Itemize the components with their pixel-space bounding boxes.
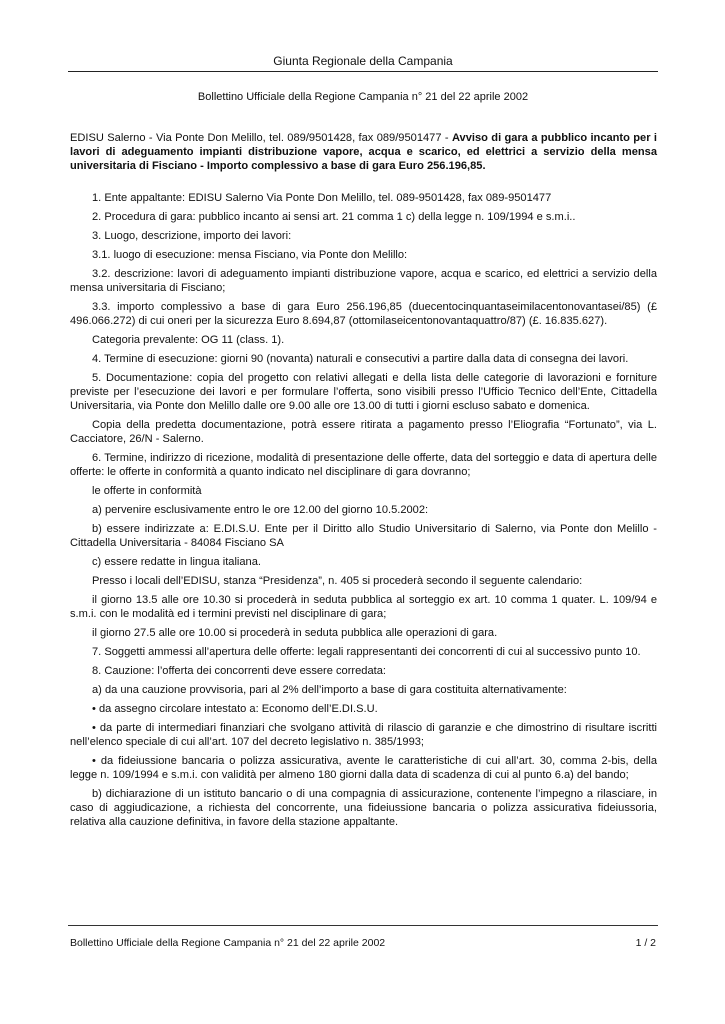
- footer-divider: [68, 925, 658, 926]
- bullet-fideiussione: • da fideiussione bancaria o polizza assicurativa, avente le caratteristiche di cui all’art. 30, comma 2-bis, della legge n. 109/1994 e s.m.i. con validità per almeno 180 giorni dalla data di scadenza di cui al punto 6.a) del bando;: [70, 755, 661, 781]
- page-number: 1 / 2: [635, 937, 656, 949]
- paragraph-giorno-27: il giorno 27.5 alle ore 10.00 si procederà in seduta pubblica alle operazioni di gara.: [92, 627, 498, 639]
- paragraph-5: 5. Documentazione: copia del progetto con relativi allegati e della lista delle categorie di lavorazioni e forniture previste per l’esecuzione dei lavori e per formulare l’offerta, sono visibili presso l’Ufficio Tecnico dell’Ente, Cittadella Universitaria, via Ponte don Melillo dalle ore 9.00 alle ore 13.00 di tutti i giorni escluso sabato e domenica.: [70, 372, 661, 412]
- paragraph-offerte: le offerte in conformità: [92, 485, 202, 497]
- bulletin-subtitle: Bollettino Ufficiale della Regione Campania n° 21 del 22 aprile 2002: [197, 91, 529, 103]
- paragraph-8a: a) da una cauzione provvisoria, pari al 2% dell’importo a base di gara costituita alternativamente:: [92, 684, 567, 696]
- footer-bulletin: Bollettino Ufficiale della Regione Campania n° 21 del 22 aprile 2002: [70, 937, 386, 949]
- paragraph-7: 7. Soggetti ammessi all’apertura delle offerte: legali rappresentanti dei concorrenti di cui al successivo punto 10.: [92, 646, 641, 658]
- intro-paragraph: [70, 131, 657, 173]
- paragraph-copia: Copia della predetta documentazione, potrà essere ritirata a pagamento presso l’Eliografia “Fortunato”, via L. Cacciatore, 26/N - Salerno.: [70, 419, 661, 445]
- paragraph-1: 1. Ente appaltante: EDISU Salerno Via Ponte Don Melillo, tel. 089-9501428, fax 089-9501477: [92, 192, 552, 204]
- paragraph-6: 6. Termine, indirizzo di ricezione, modalità di presentazione delle offerte, data del sorteggio e data di apertura delle offerte: le offerte in conformità a quanto indicato nel disciplinare di gara dovranno;: [70, 452, 661, 478]
- paragraph-2: 2. Procedura di gara: pubblico incanto ai sensi art. 21 comma 1 c) della legge n. 109/1994 e s.m.i..: [92, 211, 576, 223]
- paragraph-3-2: 3.2. descrizione: lavori di adeguamento impianti distribuzione vapore, acqua e scarico, ed elettrici a servizio della mensa universitaria di Fisciano;: [70, 268, 661, 294]
- bullet-intermediari: • da parte di intermediari finanziari che svolgano attività di rilascio di garanzie e che dimostrino di risultare iscritti nell’elenco speciale di cui all’art. 107 del decreto legislativo n. 385/1993;: [70, 722, 661, 748]
- paragraph-8: 8. Cauzione: l’offerta dei concorrenti deve essere corredata:: [92, 665, 386, 677]
- paragraph-3: 3. Luogo, descrizione, importo dei lavori:: [92, 230, 292, 242]
- paragraph-3-3: 3.3. importo complessivo a base di gara Euro 256.196,85 (duecentocinquantaseimilacentonovantasei/85) (£ 496.066.272) di cui oneri per la sicurezza Euro 8.694,87 (ottomilaseicentonovantaquattro/87) (£. 16.835.627).: [70, 301, 661, 327]
- page-footer: [70, 937, 656, 949]
- paragraph-categoria: Categoria prevalente: OG 11 (class. 1).: [92, 334, 285, 346]
- bullet-assegno: • da assegno circolare intestato a: Economo dell’E.DI.S.U.: [92, 703, 378, 715]
- document-body: [70, 131, 661, 834]
- paragraph-4: 4. Termine di esecuzione: giorni 90 (novanta) naturali e consecutivi a partire dalla data di consegna dei lavori.: [92, 353, 629, 365]
- paragraph-6b: b) essere indirizzate a: E.DI.S.U. Ente per il Diritto allo Studio Universitario di Salerno, via Ponte don Melillo - Cittadella Universitaria - 84084 Fisciano SA: [70, 523, 661, 549]
- paragraph-8b: b) dichiarazione di un istituto bancario o di una compagnia di assicurazione, contenente l’impegno a rilasciare, in caso di aggiudicazione, a richiesta del concorrente, una fideiussione bancaria o polizza assicurativa fideiussoria, relativa alla cauzione definitiva, in favore della stazione appaltante.: [70, 788, 661, 828]
- header-title: Giunta Regionale della Campania: [273, 54, 453, 68]
- paragraph-3-1: 3.1. luogo di esecuzione: mensa Fisciano, via Ponte don Melillo:: [92, 249, 408, 261]
- page-header: [68, 54, 658, 72]
- paragraph-6a: a) pervenire esclusivamente entro le ore 12.00 del giorno 10.5.2002:: [92, 504, 429, 516]
- intro-plain: EDISU Salerno - Via Ponte Don Melillo, tel. 089/9501428, fax 089/9501477 -: [70, 132, 452, 144]
- paragraph-6c: c) essere redatte in lingua italiana.: [92, 556, 261, 568]
- paragraph-giorno-13: il giorno 13.5 alle ore 10.30 si procederà in seduta pubblica al sorteggio ex art. 10 comma 1 quater. L. 109/94 e s.m.i. con le modalità ed i termini previsti nel disciplinare di gara;: [70, 594, 661, 620]
- paragraph-presso: Presso i locali dell’EDISU, stanza “Presidenza”, n. 405 si procederà secondo il seguente calendario:: [92, 575, 583, 587]
- intro-bold-title: Avviso di gara a pubblico incanto per i lavori di adeguamento impianti distribuzione vapore, acqua e scarico, ed elettrici a servizio della mensa universitaria di Fisciano - Importo complessivo a base di gara Euro 256.196,85.: [70, 132, 657, 172]
